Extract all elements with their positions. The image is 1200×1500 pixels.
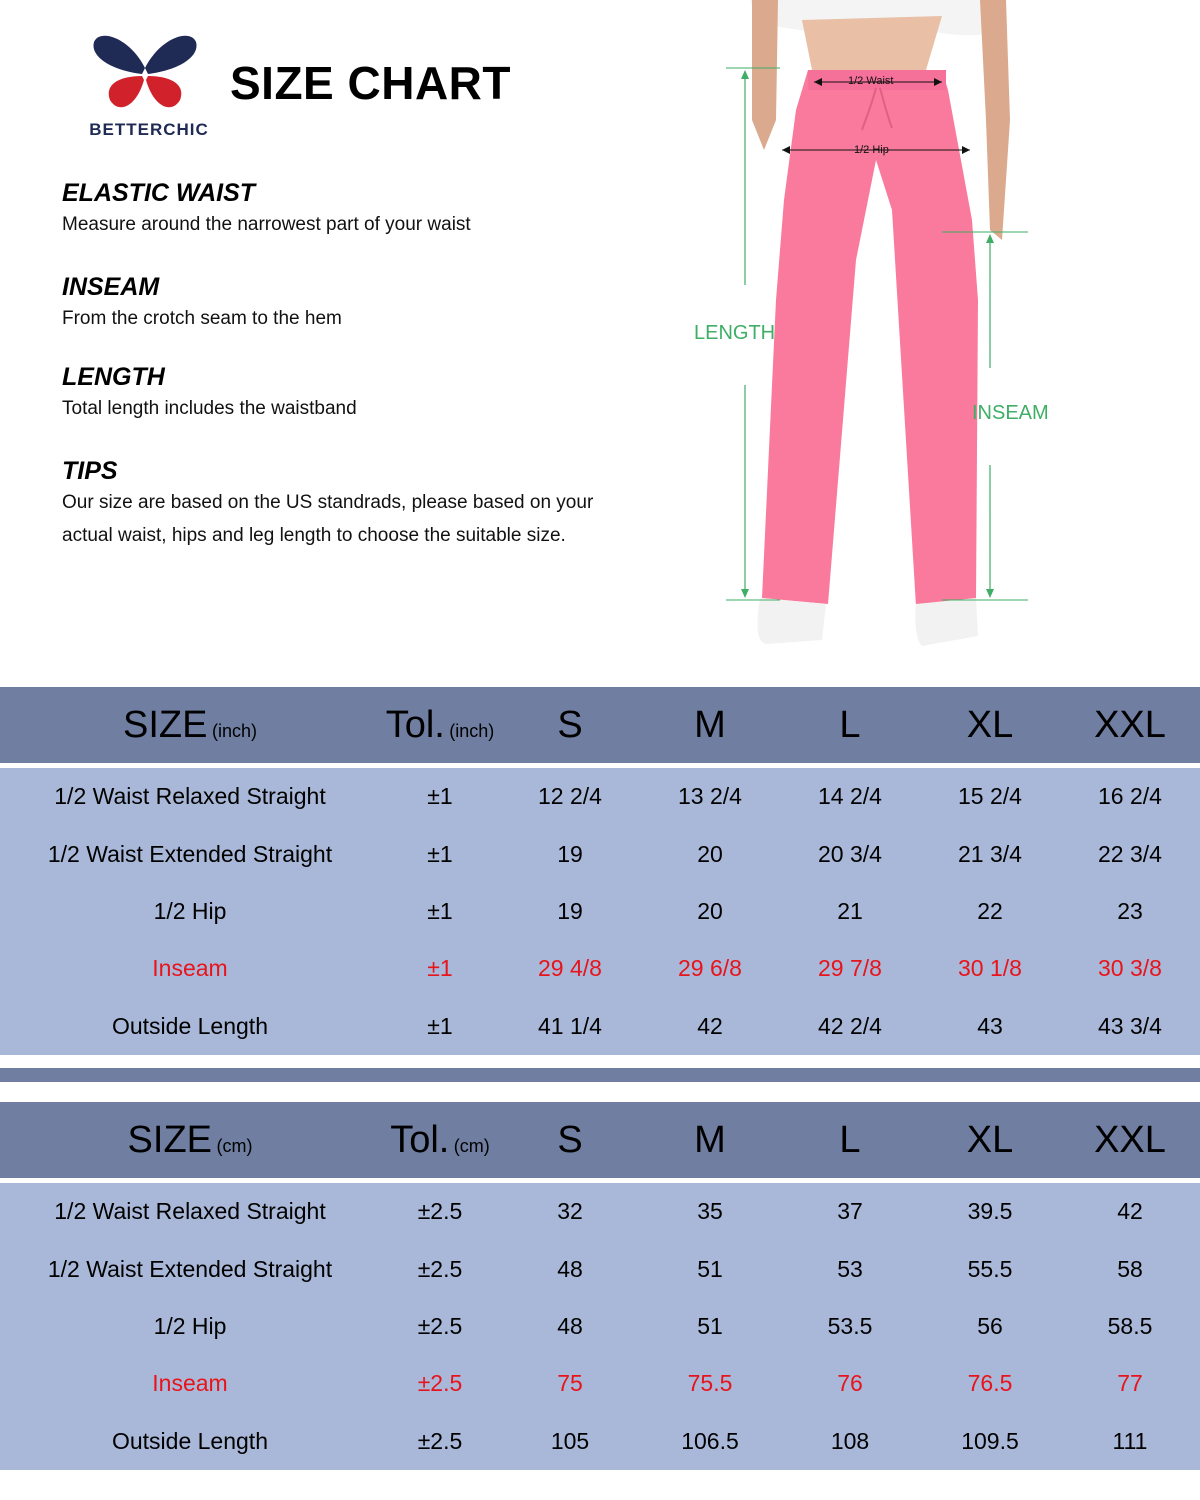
size-xxl-header: XXL (1060, 1102, 1200, 1178)
table-row (0, 1298, 1200, 1355)
cell-xxl: 23 (1060, 883, 1200, 940)
cell-s: 12 2/4 (500, 768, 640, 825)
cell-xxl: 42 (1060, 1183, 1200, 1240)
guide-text: Measure around the narrowest part of your waist (62, 214, 471, 235)
cell-m: 20 (640, 883, 780, 940)
cell-m: 42 (640, 998, 780, 1055)
row-tol: ±2.5 (380, 1413, 500, 1470)
table-row-inseam (0, 1355, 1200, 1412)
cell-l: 20 3/4 (780, 825, 920, 882)
cell-l: 21 (780, 883, 920, 940)
cell-s: 19 (500, 883, 640, 940)
size-m-header: M (640, 687, 780, 763)
size-s-header: S (500, 1102, 640, 1178)
cell-l: 42 2/4 (780, 998, 920, 1055)
cell-l: 108 (780, 1413, 920, 1470)
table-row (0, 1183, 1200, 1240)
cell-xxl: 58.5 (1060, 1298, 1200, 1355)
row-label: Inseam (0, 940, 380, 997)
tol-header: Tol. (cm) (380, 1102, 500, 1178)
cell-m: 13 2/4 (640, 768, 780, 825)
cell-s: 29 4/8 (500, 940, 640, 997)
size-header: SIZE (cm) (0, 1102, 380, 1178)
guide-text: Total length includes the waistband (62, 398, 357, 419)
size-xl-header: XL (920, 1102, 1060, 1178)
row-tol: ±1 (380, 940, 500, 997)
row-label: Inseam (0, 1355, 380, 1412)
cell-xl: 39.5 (920, 1183, 1060, 1240)
cell-s: 19 (500, 825, 640, 882)
cell-xl: 56 (920, 1298, 1060, 1355)
cell-s: 75 (500, 1355, 640, 1412)
row-label: 1/2 Waist Relaxed Straight (0, 1183, 380, 1240)
cell-xxl: 16 2/4 (1060, 768, 1200, 825)
cell-s: 32 (500, 1183, 640, 1240)
cell-xxl: 77 (1060, 1355, 1200, 1412)
cell-l: 29 7/8 (780, 940, 920, 997)
size-s-header: S (500, 687, 640, 763)
page-title: SIZE CHART (230, 57, 511, 109)
row-label: 1/2 Waist Extended Straight (0, 825, 380, 882)
cell-xl: 109.5 (920, 1413, 1060, 1470)
guide-heading: TIPS (62, 457, 118, 485)
cell-s: 105 (500, 1413, 640, 1470)
guide-elastic-waist (62, 178, 622, 241)
row-label: Outside Length (0, 998, 380, 1055)
size-table-cm (0, 1102, 1200, 1470)
model-figure (680, 0, 1100, 660)
row-label: 1/2 Hip (0, 883, 380, 940)
guide-text: Our size are based on the US standrads, please based on your actual waist, hips and leg length to choose the suitable size. (62, 492, 594, 546)
size-xl-header: XL (920, 687, 1060, 763)
length-label: LENGTH (694, 322, 776, 344)
size-m-header: M (640, 1102, 780, 1178)
cell-xl: 43 (920, 998, 1060, 1055)
inseam-label: INSEAM (972, 402, 1049, 424)
size-l-header: L (780, 687, 920, 763)
cell-m: 75.5 (640, 1355, 780, 1412)
guide-heading: ELASTIC WAIST (62, 179, 256, 207)
table-row (0, 1413, 1200, 1470)
cell-m: 51 (640, 1298, 780, 1355)
table-row (0, 998, 1200, 1055)
cell-l: 53 (780, 1240, 920, 1297)
cell-l: 37 (780, 1183, 920, 1240)
row-tol: ±2.5 (380, 1183, 500, 1240)
cell-s: 41 1/4 (500, 998, 640, 1055)
tol-header: Tol. (inch) (380, 687, 500, 763)
cell-xxl: 58 (1060, 1240, 1200, 1297)
row-label: 1/2 Waist Extended Straight (0, 1240, 380, 1297)
row-tol: ±1 (380, 883, 500, 940)
cell-s: 48 (500, 1298, 640, 1355)
table-header (0, 1102, 1200, 1178)
table-header (0, 687, 1200, 763)
size-header: SIZE (inch) (0, 687, 380, 763)
row-tol: ±1 (380, 768, 500, 825)
cell-m: 35 (640, 1183, 780, 1240)
cell-xl: 15 2/4 (920, 768, 1060, 825)
cell-s: 48 (500, 1240, 640, 1297)
size-table-inch (0, 687, 1200, 1055)
guide-inseam (62, 272, 622, 335)
table-row-inseam (0, 940, 1200, 997)
table-separator (0, 1068, 1200, 1082)
table-row (0, 1240, 1200, 1297)
row-tol: ±2.5 (380, 1298, 500, 1355)
cell-xl: 30 1/8 (920, 940, 1060, 997)
table-row (0, 825, 1200, 882)
cell-xl: 76.5 (920, 1355, 1060, 1412)
row-tol: ±1 (380, 998, 500, 1055)
cell-xl: 21 3/4 (920, 825, 1060, 882)
cell-xxl: 22 3/4 (1060, 825, 1200, 882)
cell-xl: 22 (920, 883, 1060, 940)
cell-m: 51 (640, 1240, 780, 1297)
guide-tips (62, 456, 602, 552)
cell-xxl: 43 3/4 (1060, 998, 1200, 1055)
cell-xl: 55.5 (920, 1240, 1060, 1297)
brand-logo (84, 28, 214, 143)
row-tol: ±2.5 (380, 1355, 500, 1412)
cell-xxl: 111 (1060, 1413, 1200, 1470)
guide-length (62, 362, 622, 425)
table-row (0, 883, 1200, 940)
brand-name: BETTERCHIC (89, 120, 209, 139)
row-tol: ±1 (380, 825, 500, 882)
cell-xxl: 30 3/8 (1060, 940, 1200, 997)
row-label: 1/2 Waist Relaxed Straight (0, 768, 380, 825)
cell-m: 20 (640, 825, 780, 882)
size-l-header: L (780, 1102, 920, 1178)
table-row (0, 768, 1200, 825)
cell-m: 29 6/8 (640, 940, 780, 997)
cell-l: 14 2/4 (780, 768, 920, 825)
hip-label: 1/2 Hip (854, 144, 889, 156)
row-label: 1/2 Hip (0, 1298, 380, 1355)
butterfly-logo-icon (90, 28, 200, 118)
row-tol: ±2.5 (380, 1240, 500, 1297)
waist-label: 1/2 Waist (848, 75, 894, 87)
guide-heading: INSEAM (62, 273, 160, 301)
cell-l: 53.5 (780, 1298, 920, 1355)
cell-l: 76 (780, 1355, 920, 1412)
size-xxl-header: XXL (1060, 687, 1200, 763)
guide-heading: LENGTH (62, 363, 165, 391)
guide-text: From the crotch seam to the hem (62, 308, 342, 329)
cell-m: 106.5 (640, 1413, 780, 1470)
row-label: Outside Length (0, 1413, 380, 1470)
